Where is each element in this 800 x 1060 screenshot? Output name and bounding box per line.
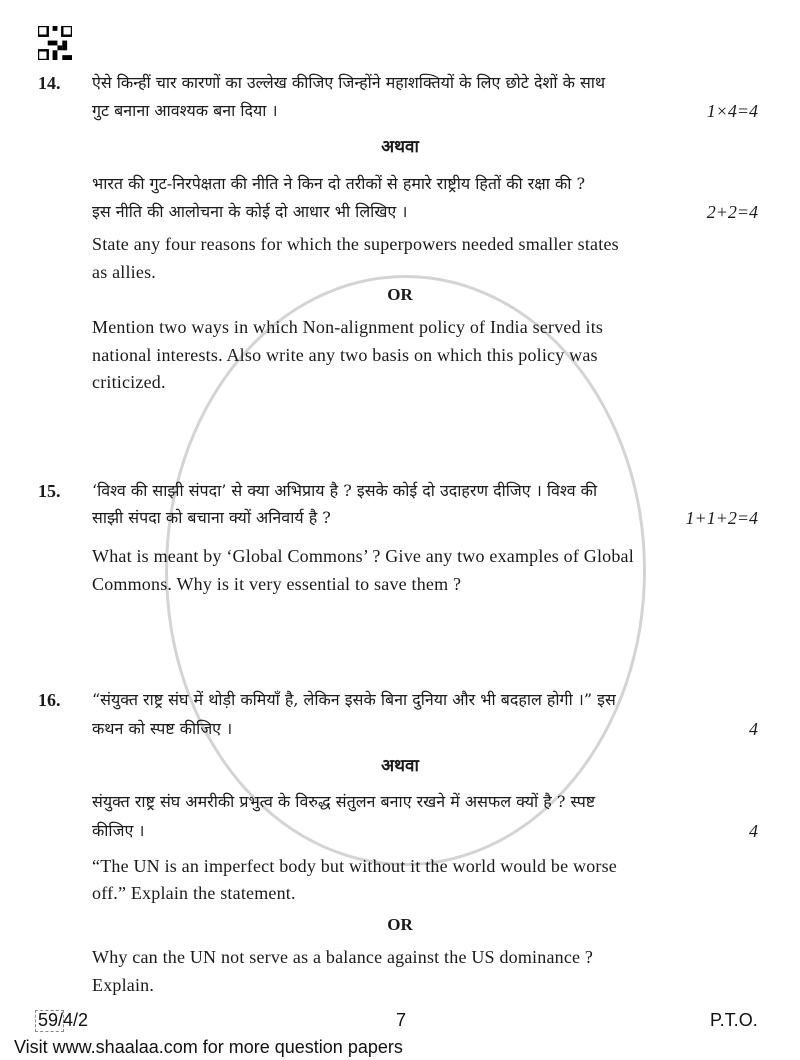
- marks: 4: [749, 719, 758, 739]
- question-text-english: State any four reasons for which the superpowers needed smaller states: [92, 234, 619, 254]
- paper-code: 59/4/2: [38, 1010, 89, 1030]
- or-hindi: अथवा: [381, 137, 419, 156]
- or-english: OR: [387, 285, 413, 304]
- question-text-hindi: कथन को स्पष्ट कीजिए ।: [92, 719, 233, 738]
- page-number: 7: [396, 1010, 407, 1030]
- question-text-hindi: साझी संपदा को बचाना क्यों अनिवार्य है ?: [92, 508, 331, 527]
- question-text-english: national interests. Also write any two basis on which this policy was: [92, 345, 598, 365]
- question-text-hindi: गुट बनाना आवश्यक बना दिया ।: [92, 101, 278, 120]
- qr-code-icon: [38, 26, 72, 60]
- question-text-english: off.” Explain the statement.: [92, 883, 296, 903]
- question-text-hindi: ‘विश्व की साझी संपदा’ से क्या अभिप्राय है ? इसके कोई दो उदाहरण दीजिए । विश्व की: [92, 481, 598, 500]
- question-text-hindi: भारत की गुट-निरपेक्षता की नीति ने किन दो तरीकों से हमारे राष्ट्रीय हितों की रक्षा की ?: [92, 174, 586, 193]
- marks: 1×4=4: [706, 101, 758, 121]
- question-text-english: Why can the UN not serve as a balance against the US dominance ?: [92, 947, 594, 967]
- question-text-hindi: ऐसे किन्हीं चार कारणों का उल्लेख कीजिए जिन्होंने महाशक्तियों के लिए छोटे देशों के साथ: [92, 73, 606, 92]
- or-english: OR: [387, 915, 413, 934]
- pto-label: P.T.O.: [710, 1010, 758, 1030]
- question-text-english: What is meant by ‘Global Commons’ ? Give any two examples of Global: [92, 546, 634, 566]
- or-hindi: अथवा: [381, 756, 419, 775]
- question-text-english: “The UN is an imperfect body but without it the world would be worse: [92, 856, 617, 876]
- question-number: 14.: [38, 73, 61, 93]
- question-text-english: Commons. Why is it very essential to save them ?: [92, 574, 462, 594]
- question-number: 15.: [38, 481, 61, 501]
- question-number: 16.: [38, 690, 61, 710]
- marks: 1+1+2=4: [685, 508, 758, 528]
- question-text-english: Mention two ways in which Non-alignment policy of India served its: [92, 317, 604, 337]
- question-text-hindi: “संयुक्त राष्ट्र संघ में थोड़ी कमियाँ है, लेकिन इसके बिना दुनिया और भी बदहाल होगी ।” इस: [92, 690, 616, 709]
- marks: 2+2=4: [706, 202, 758, 222]
- question-text-hindi: इस नीति की आलोचना के कोई दो आधार भी लिखिए ।: [92, 202, 408, 221]
- question-text-english: Explain.: [92, 975, 155, 995]
- visit-link[interactable]: Visit www.shaalaa.com for more question papers: [14, 1037, 403, 1057]
- question-text-english: as allies.: [92, 262, 156, 282]
- question-text-hindi: संयुक्त राष्ट्र संघ अमरीकी प्रभुत्व के विरुद्ध संतुलन बनाए रखने में असफल क्यों है ? स्पष्ट: [92, 792, 596, 811]
- marks: 4: [749, 821, 758, 841]
- question-text-hindi: कीजिए ।: [92, 821, 145, 840]
- question-text-english: criticized.: [92, 372, 166, 392]
